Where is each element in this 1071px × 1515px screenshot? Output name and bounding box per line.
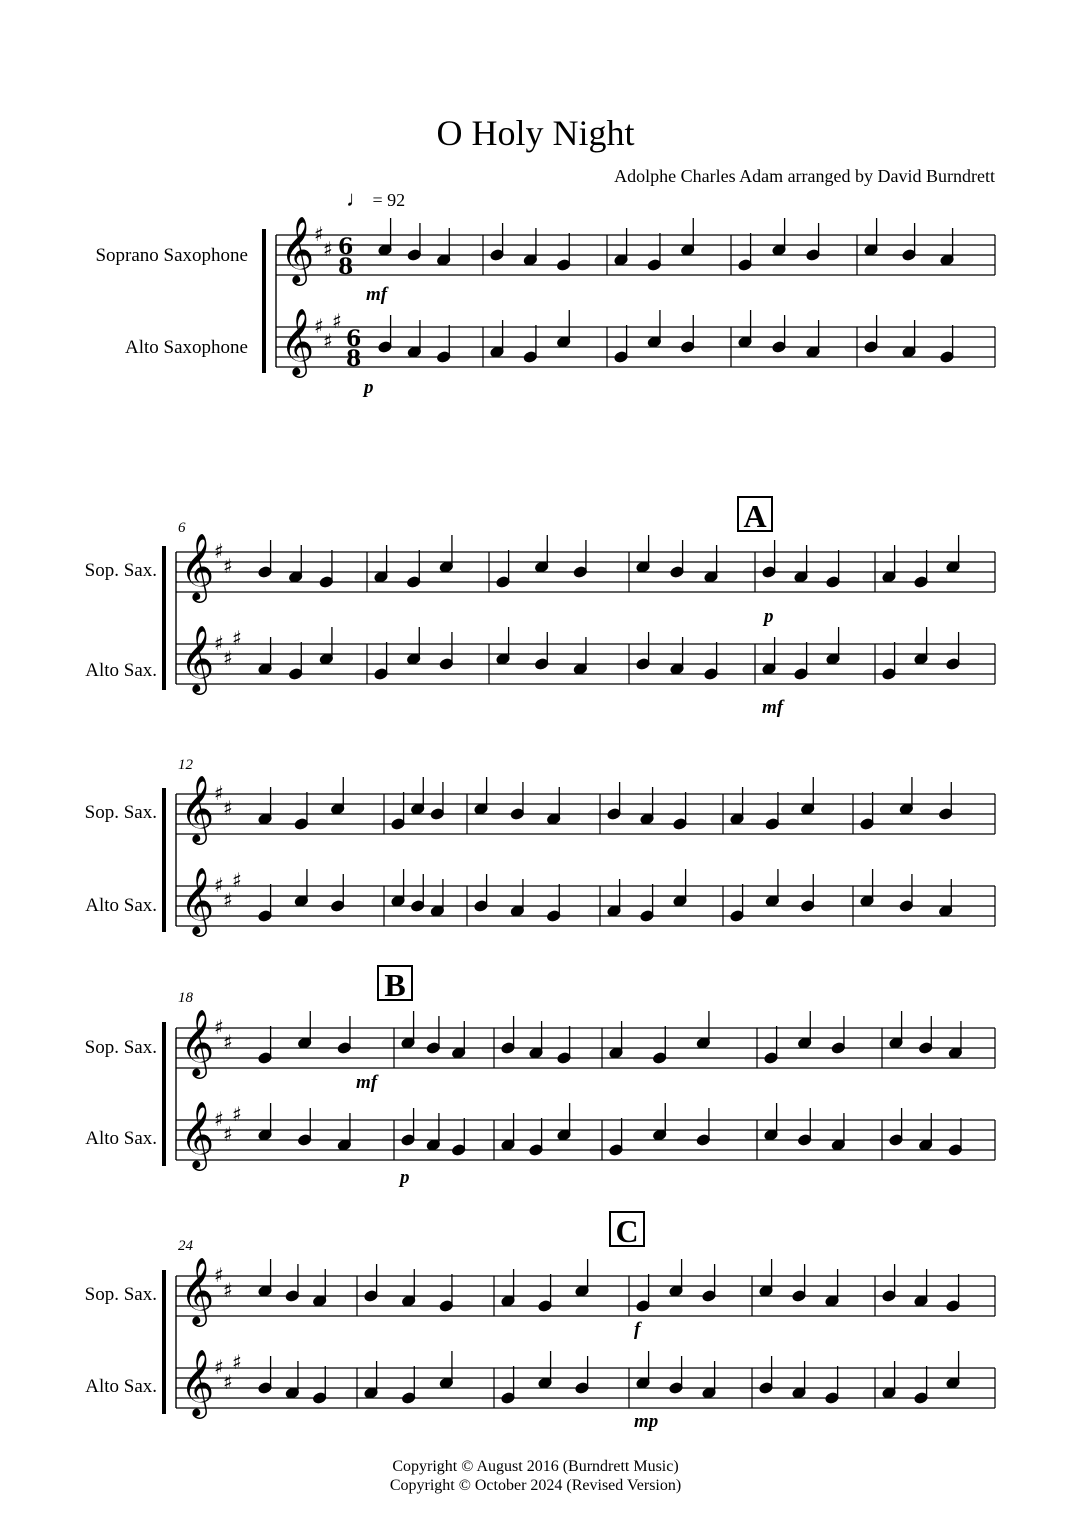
rehearsal-mark: C [609,1211,645,1247]
sharp-icon: ♯ [223,646,233,670]
sharp-icon: ♯ [223,1122,233,1146]
dynamic-marking: p [364,377,374,398]
treble-clef-icon: 𝄞 [180,1256,215,1324]
sharp-icon: ♯ [214,631,224,655]
system-bracket [162,1270,166,1414]
dynamic-marking: p [400,1167,410,1188]
sharp-icon: ♯ [232,1102,242,1126]
copyright-line: Copyright © August 2016 (Burndrett Music) [392,1458,679,1475]
sharp-icon: ♯ [323,237,333,261]
sharp-icon: ♯ [314,222,324,246]
sharp-icon: ♯ [223,1030,233,1054]
sharp-icon: ♯ [214,1355,224,1379]
dynamic-marking: p [764,606,774,627]
dynamic-marking: mp [634,1411,659,1432]
sharp-icon: ♯ [214,1107,224,1131]
system-bracket [162,1022,166,1166]
sharp-icon: ♯ [223,1278,233,1302]
time-signature-bottom: 8 [338,254,354,280]
sharp-icon: ♯ [223,554,233,578]
time-signature-top: 6 [338,234,354,260]
treble-clef-icon: 𝄞 [180,532,215,600]
measure-number: 6 [178,520,186,536]
treble-clef-icon: 𝄞 [180,1348,215,1416]
sharp-icon: ♯ [223,888,233,912]
sharp-icon: ♯ [223,796,233,820]
copyright-line: Copyright © October 2024 (Revised Version) [389,1477,682,1494]
instrument-name-soprano: Sop. Sax. [84,560,157,581]
treble-clef-icon: 𝄞 [280,215,315,283]
system-bracket [162,788,166,932]
dynamic-marking: f [634,1319,641,1340]
composer-credit: Adolphe Charles Adam arranged by David Burndrett [614,166,995,186]
sharp-icon: ♯ [214,873,224,897]
instrument-name-alto: Alto Sax. [85,895,157,916]
time-signature-top: 6 [346,326,362,352]
sharp-icon: ♯ [223,1370,233,1394]
sharp-icon: ♯ [232,1350,242,1374]
treble-clef-icon: 𝄞 [180,1100,215,1168]
tempo-value: = 92 [372,190,406,210]
sharp-icon: ♯ [314,314,324,338]
dynamic-marking: mf [356,1072,378,1093]
instrument-name-alto: Alto Sax. [85,1376,157,1397]
rehearsal-mark: B [377,965,413,1001]
instrument-name-alto: Alto Sax. [85,660,157,681]
score-title: O Holy Night [436,113,635,153]
measure-number: 12 [178,757,193,773]
measure-number: 24 [178,1238,193,1254]
treble-clef-icon: 𝄞 [180,774,215,842]
instrument-name-soprano: Soprano Saxophone [95,245,248,266]
sharp-icon: ♯ [214,539,224,563]
treble-clef-icon: 𝄞 [180,624,215,692]
treble-clef-icon: 𝄞 [280,307,315,375]
sharp-icon: ♯ [214,1015,224,1039]
treble-clef-icon: 𝄞 [180,866,215,934]
sharp-icon: ♯ [332,309,342,333]
sharp-icon: ♯ [232,868,242,892]
time-signature-bottom: 8 [346,346,362,372]
instrument-name-alto: Alto Saxophone [125,337,248,358]
sharp-icon: ♯ [214,1263,224,1287]
sharp-icon: ♯ [214,781,224,805]
instrument-name-soprano: Sop. Sax. [84,802,157,823]
dynamic-marking: mf [762,697,784,718]
quarter-note-icon: ♩ [346,186,368,211]
measure-number: 18 [178,990,193,1006]
instrument-name-soprano: Sop. Sax. [84,1284,157,1305]
instrument-name-soprano: Sop. Sax. [84,1037,157,1058]
rehearsal-mark: A [737,496,773,532]
sharp-icon: ♯ [232,626,242,650]
system-bracket [162,546,166,690]
system-bracket [262,229,266,373]
instrument-name-alto: Alto Sax. [85,1128,157,1149]
dynamic-marking: mf [366,284,388,305]
treble-clef-icon: 𝄞 [180,1008,215,1076]
sharp-icon: ♯ [323,329,333,353]
